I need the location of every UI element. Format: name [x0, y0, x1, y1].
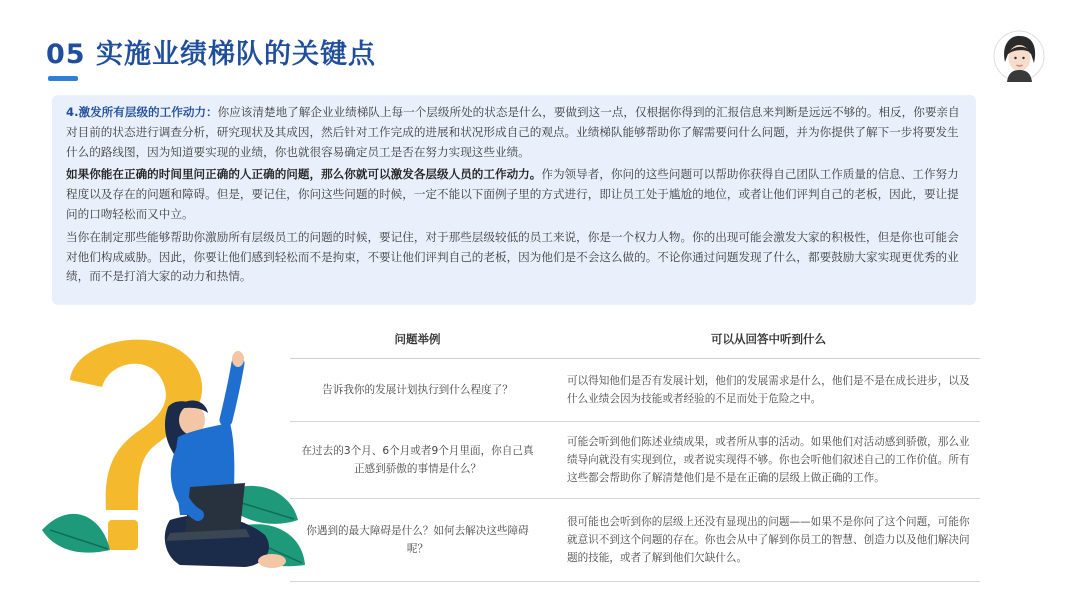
paragraph-2-text: 作为领导者，你问的这些问题可以帮助你获得自己团队工作质量的信息、工作努力程度以及存在的问题和障碍。但是，要记住，你问这些问题的时候，一定不能以下面例子里的方式进行，即让员工处于尴尬的地位，或者让他们评判自己的老板，因此，要让提问的口吻轻松而又中立。: [66, 167, 959, 221]
paragraph-2: [66, 165, 962, 224]
answer-cell: 很可能也会听到你的层级上还没有显现出的问题——如果不是你问了这个问题，可能你就意识不到这个问题的存在。你也会从中了解到你员工的智慧、创造力以及他们解决问题的技能，或者了解到他们欠缺什么。: [567, 516, 970, 564]
paragraph-1: [66, 103, 962, 162]
question-mark-person-illustration: [40, 325, 310, 605]
question-table: [290, 320, 980, 582]
paragraph-3: 当你在制定那些能够帮助你激励所有层级员工的问题的时候，要记住，对于那些层级较低的员工来说，你是一个权力人物。你的出现可能会激发大家的积极性，但是你也可能会对他们构成威胁。因此，你要让他们感到轻松而不是拘束，不要让他们评判自己的老板，因为他们是不会这么做的。不论你通过问题发现了什么，都要鼓励大家实现更优秀的业绩，而不是打消大家的动力和热情。: [66, 229, 959, 284]
paragraph-1-lead: 4.激发所有层级的工作动力：: [66, 105, 218, 119]
answer-cell: 可能会听到他们陈述业绩成果，或者所从事的活动。如果他们对活动感到骄傲，那么业绩导向就没有实现到位，或者说实现得不够。你也会听他们叙述自己的工作价值。所有这些都会帮助你了解清楚他们是不是在正确的层级上做正确的工作。: [567, 436, 970, 484]
woman-avatar-icon: [993, 30, 1045, 82]
info-box: [52, 95, 976, 305]
table-row: [290, 359, 980, 422]
table-row: [290, 499, 980, 582]
table-row: [290, 422, 980, 499]
question-cell: 你遇到的最大障碍是什么？如何去解决这些障碍呢？: [306, 525, 529, 555]
question-cell: 告诉我你的发展计划执行到什么程度了？: [322, 384, 513, 396]
table-header: [290, 320, 980, 359]
page-title: 05 实施业绩梯队的关键点: [46, 39, 376, 70]
paragraph-2-bold: 如果你能在正确的时间里问正确的人正确的问题，那么你就可以激发各层级人员的工作动力。: [66, 167, 542, 182]
header-question: 问题举例: [394, 332, 441, 346]
answer-cell: 可以得知他们是否有发展计划，他们的发展需求是什么，他们是不是在成长进步，以及什么业绩会因为技能或者经验的不足而处于危险之中。: [567, 375, 970, 405]
question-cell: 在过去的3个月、6个月或者9个月里面，你自己真正感到骄傲的事情是什么？: [301, 445, 534, 475]
title-underline: [48, 76, 78, 81]
paragraph-1-text: 你应该清楚地了解企业业绩梯队上每一个层级所处的状态是什么，要做到这一点，仅根据你得到的汇报信息来判断是远远不够的。相反，你要亲自对目前的状态进行调查分析，研究现状及其成因，然后针对工作完成的进展和状况形成自己的观点。业绩梯队能够帮助你了解需要问什么问题，并为你提供了解下一步将要发生什么的路线图，因为知道要实现的业绩，你也就很容易确定员工是否在努力实现这些业绩。: [66, 105, 960, 159]
header-answer: 可以从回答中听到什么: [711, 332, 826, 346]
